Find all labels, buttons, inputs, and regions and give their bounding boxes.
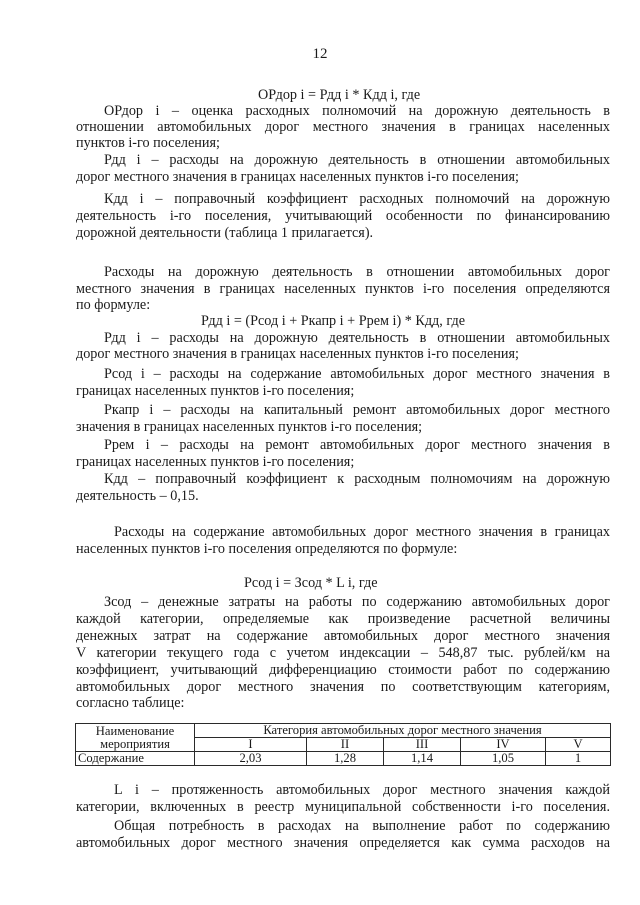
text-line: V категории текущего года с учетом индексации – 548,87 тыс. рублей/км на xyxy=(76,645,610,661)
text-line: Расходы на дорожную деятельность в отношении автомобильных дорог xyxy=(104,264,610,280)
coefficient-table xyxy=(75,723,611,766)
formula-or-dor: ОРдор i = Рдд i * Кдд i, где xyxy=(258,87,421,103)
table-cell: 1 xyxy=(546,752,611,766)
text-line: Зсод – денежные затраты на работы по содержанию автомобильных дорог xyxy=(104,594,610,610)
text-line: согласно таблице: xyxy=(76,695,185,711)
table-category-header: II xyxy=(307,738,384,752)
text-line: дорожной деятельности (таблица 1 прилагается). xyxy=(76,225,374,241)
text-line: дорог местного значения в границах населенных пунктов i-го поселения; xyxy=(76,346,519,362)
table-category-header: V xyxy=(546,738,611,752)
text-line: автомобильных дорог местного значения по соответствующим категориям, xyxy=(76,679,610,695)
formula-rsod: Рсод i = Зсод * L i, где xyxy=(244,575,378,591)
text-line: Рсод i – расходы на содержание автомобильных дорог местного значения в xyxy=(104,366,610,382)
table-category-header: III xyxy=(384,738,461,752)
text-line: по формуле: xyxy=(76,297,151,313)
text-line: дорог местного значения в границах населенных пунктов i-го поселения; xyxy=(76,169,519,185)
text-line: Рдд i – расходы на дорожную деятельность в отношении автомобильных xyxy=(104,152,610,168)
table-cell: 1,28 xyxy=(307,752,384,766)
text-line: каждой категории, определяемые как произведение расчетной величины xyxy=(76,611,610,627)
text-line: ОРдор i – оценка расходных полномочий на дорожную деятельность в xyxy=(104,103,610,119)
text-line: местного значения в границах населенных пунктов i-го поселения определяются xyxy=(76,281,610,297)
text-line: денежных затрат на содержание автомобильных дорог местного значения xyxy=(76,628,610,644)
text-line: Расходы на содержание автомобильных дорог местного значения в границах xyxy=(114,524,610,540)
table-header-cell: Наименование мероприятия xyxy=(76,724,195,752)
text-line: Ркапр i – расходы на капитальный ремонт автомобильных дорог местного xyxy=(104,402,610,418)
text-line: коэффициент, учитывающий дифференциацию стоимости работ по содержанию xyxy=(76,662,610,678)
text-line: деятельность i-го поселения, учитывающий особенности по финансированию xyxy=(76,208,610,224)
text-line: Кдд i – поправочный коэффициент расходных полномочий на дорожную xyxy=(104,191,610,207)
text-line: пунктов i-го поселения; xyxy=(76,135,220,151)
text-line: автомобильных дорог местного значения определяется как сумма расходов на xyxy=(76,835,610,851)
table-cell: 2,03 xyxy=(195,752,307,766)
text-line: Общая потребность в расходах на выполнение работ по содержанию xyxy=(114,818,610,834)
text-line: Рдд i – расходы на дорожную деятельность в отношении автомобильных xyxy=(104,330,610,346)
text-line: L i – протяженность автомобильных дорог местного значения каждой xyxy=(114,782,610,798)
text-line: Кдд – поправочный коэффициент к расходным полномочиям на дорожную xyxy=(104,471,610,487)
text-line: границах населенных пунктов i-го поселения; xyxy=(76,383,355,399)
table-category-header: I xyxy=(195,738,307,752)
page-number: 12 xyxy=(312,46,328,62)
text-line: значения в границах населенных пунктов i-го поселения; xyxy=(76,419,423,435)
table-category-header: IV xyxy=(461,738,546,752)
table-group-header: Категория автомобильных дорог местного значения xyxy=(195,724,611,738)
formula-rdd: Рдд i = (Рсод i + Ркапр i + Ррем i) * Кдд, где xyxy=(201,313,465,329)
text-line: Ррем i – расходы на ремонт автомобильных дорог местного значения в xyxy=(104,437,610,453)
text-line: населенных пунктов i-го поселения определяются по формуле: xyxy=(76,541,458,557)
text-line: деятельность – 0,15. xyxy=(76,488,199,504)
table-cell: 1,14 xyxy=(384,752,461,766)
table-row xyxy=(76,752,611,766)
text-line: границах населенных пунктов i-го поселения; xyxy=(76,454,355,470)
table-row-label: Содержание xyxy=(76,752,195,766)
table-cell: 1,05 xyxy=(461,752,546,766)
text-line: отношении автомобильных дорог местного значения в границах населенных xyxy=(76,119,610,135)
text-line: категории, включенных в реестр муниципальной собственности i-го поселения. xyxy=(76,799,610,815)
